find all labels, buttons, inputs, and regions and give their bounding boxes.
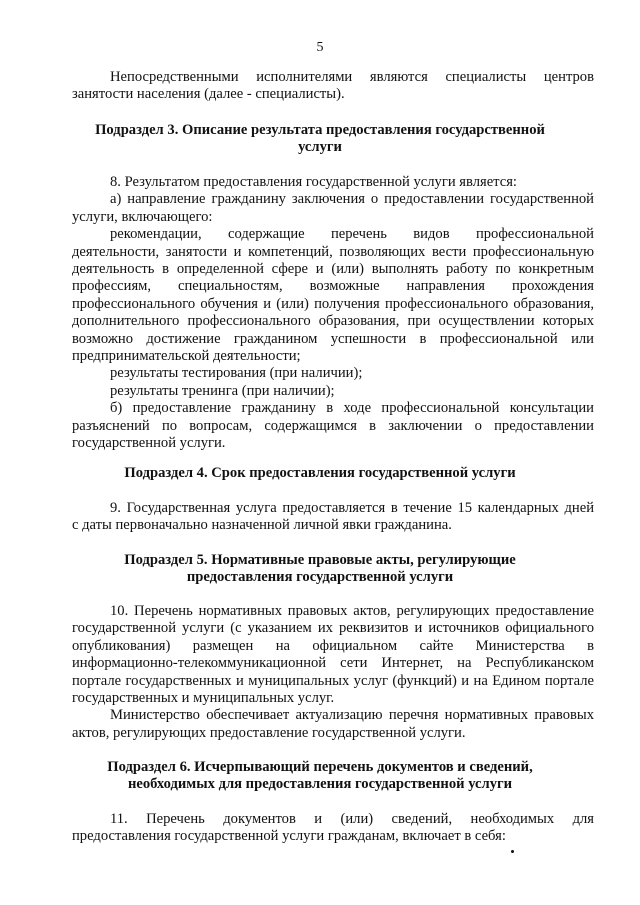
text-line: государственных и муниципальных услуг. (72, 690, 335, 707)
paragraph-10 (72, 603, 594, 742)
text-line: дополнительного профессионального образования, при осуществлении которых (72, 313, 594, 330)
text-line: деятельность в определенной сфере и (или) выполнять работу по конкретным (72, 261, 594, 278)
heading-line: Подраздел 5. Нормативные правовые акты, регулирующие (124, 552, 516, 568)
heading-line: необходимых для предоставления государственной услуги (127, 776, 513, 793)
section-heading-5 (0, 552, 640, 587)
text-line: возможно достижение гражданином успешности в профессиональной или (72, 330, 594, 347)
paragraph-11 (72, 811, 594, 846)
heading-line: Подраздел 6. Исчерпывающий перечень документов и сведений, (107, 759, 533, 775)
paragraph-9 (72, 500, 594, 535)
heading-line: Подраздел 4. Срок предоставления государственной услуги (124, 465, 516, 481)
text-line: с даты первоначально назначенной личной явки гражданина. (72, 517, 452, 534)
text-line: 10. Перечень нормативных правовых актов, регулирующих предоставление (110, 603, 594, 619)
page-number: 5 (316, 40, 324, 55)
text-line: профессиям, специальностям, возможные направления прохождения (72, 278, 594, 295)
text-line: портале государственных и муниципальных услуг (функций) и на Едином портале (72, 672, 594, 689)
text-line: занятости населения (далее - специалисты). (72, 86, 345, 103)
text-line: 8. Результатом предоставления государственной услуги является: (110, 174, 517, 190)
text-line: профессионального обучения и (или) получения профессионального образования, (72, 295, 594, 312)
text-line: актов, регулирующих предоставление государственной услуги. (72, 724, 466, 741)
text-line: б) предоставление гражданину в ходе профессиональной консультации (110, 400, 594, 417)
text-line: государственной услуги (с указанием их реквизитов и источников официального (72, 620, 594, 637)
text-line: государственной услуги. (72, 435, 226, 452)
text-line: Министерство обеспечивает актуализацию перечня нормативных правовых (110, 707, 594, 724)
heading-line: предоставления государственной услуги (186, 569, 454, 586)
text-line: информационно-телекоммуникационной сети Интернет, на Республиканском (72, 655, 594, 672)
text-line: разъяснений по вопросам, содержащимся в заключении о предоставлении (72, 417, 594, 434)
text-line: опубликования) размещен на официальном сайте Министерства в (72, 637, 594, 654)
paragraph-executors (72, 69, 594, 104)
text-line: результаты тестирования (при наличии); (110, 365, 363, 382)
text-line: Непосредственными исполнителями являются специалисты центров (110, 69, 594, 85)
heading-line: услуги (298, 139, 342, 156)
text-line: предоставления государственной услуги гражданам, включает в себя: (72, 828, 506, 845)
heading-line: Подраздел 3. Описание результата предоставления государственной (95, 122, 545, 138)
text-line: 11. Перечень документов и (или) сведений, необходимых для (110, 811, 594, 827)
section-heading-6 (0, 759, 640, 794)
text-line: услуги, включающего: (72, 208, 213, 225)
text-line: деятельности, занятости и компетенций, позволяющих вести профессиональную (72, 243, 594, 260)
text-line: рекомендации, содержащие перечень видов профессиональной (110, 226, 594, 243)
text-line: результаты тренинга (при наличии); (110, 382, 335, 399)
text-line: 9. Государственная услуга предоставляется в течение 15 календарных дней (110, 500, 594, 516)
text-line: предпринимательской деятельности; (72, 348, 301, 365)
scan-dot (511, 850, 514, 853)
section-heading-3 (0, 122, 640, 157)
section-heading-4 (0, 465, 640, 482)
paragraph-8 (72, 174, 594, 453)
text-line: а) направление гражданину заключения о предоставлении государственной (110, 191, 594, 208)
